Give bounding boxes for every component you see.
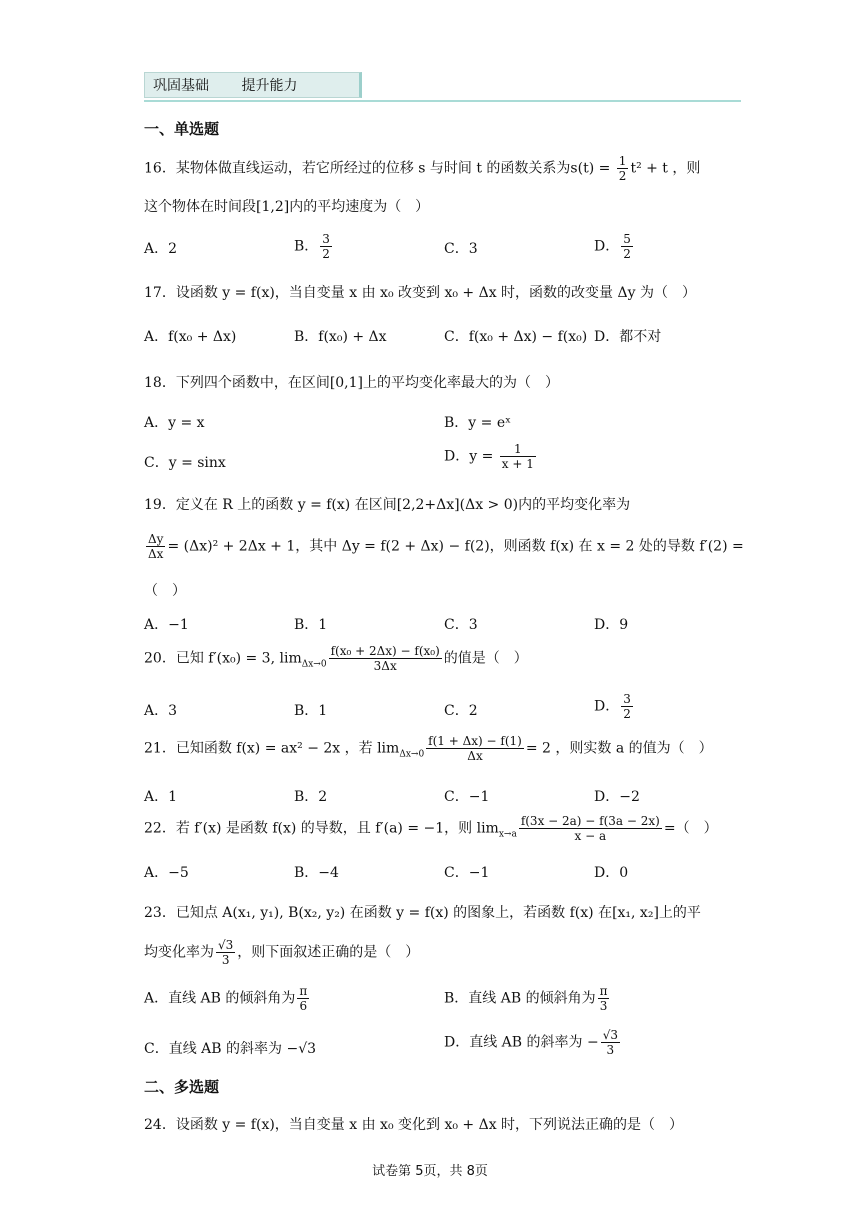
q21-option-c: C．−1 — [444, 789, 490, 805]
q18-option-d: D．y = $\frac{1}{x + 1}$ — [444, 442, 534, 471]
q17-option-c: C．f(x₀ + Δx) − f(x₀) — [444, 329, 588, 345]
section-single-heading: 一、单选题 — [144, 120, 220, 138]
q19-option-d: D．9 — [594, 617, 629, 633]
banner-left: 巩固基础 — [153, 78, 209, 94]
q18-stem: 18．下列四个函数中，在区间[0,1]上的平均变化率最大的为（ ） — [144, 375, 560, 391]
q21-option-d: D．−2 — [594, 789, 640, 805]
q17-option-a: A．f(x₀ + Δx) — [144, 329, 237, 345]
q22-option-a: A．−5 — [144, 865, 189, 881]
q23-option-b: B．直线 AB 的倾斜角为 $\frac{\pi}{3}$ — [444, 984, 608, 1013]
section-multi-heading: 二、多选题 — [144, 1078, 220, 1096]
q17-option-b: B．f(x₀) + Δx — [294, 329, 387, 345]
q16-option-b: B． $\frac{3}{2}$ — [294, 232, 330, 261]
q16-option-a: A．2 — [144, 241, 178, 257]
q16-fraction: $\frac{1}{2}$ — [618, 154, 627, 183]
q16-line2: 这个物体在时间段[1,2]内的平均速度为（ ） — [144, 199, 430, 215]
q19-option-c: C．3 — [444, 617, 478, 633]
q19-option-b: B．1 — [294, 617, 328, 633]
q20-option-a: A．3 — [144, 703, 178, 719]
q16-option-c: C．3 — [444, 241, 478, 257]
q23-option-a: A．直线 AB 的倾斜角为 $\frac{\pi}{6}$ — [144, 984, 308, 1013]
q21-stem: 21．已知函数 f(x) = ax² − 2x ，若 $\lim_{\Delta x\to 0}$ $\frac{f(1 + \Delta x) - f(1)}{\Delta x}$ = 2 ，则实数 a 的值为（ ） — [144, 734, 713, 763]
q20-option-b: B．1 — [294, 703, 328, 719]
q20-option-c: C．2 — [444, 703, 478, 719]
q19-line2: $\frac{\Delta y}{\Delta x}$ = (Δx)² + 2Δx + 1，其中 Δy = f(2 + Δx) − f(2)，则函数 f(x) 在 x = 2 处的导数 f′(2) = — [148, 532, 744, 561]
q18-option-c: C．y = sinx — [144, 455, 226, 471]
q17-stem: 17．设函数 y = f(x)，当自变量 x 由 x₀ 改变到 x₀ + Δx 时，函数的改变量 Δy 为（ ） — [144, 285, 696, 301]
q22-option-c: C．−1 — [444, 865, 490, 881]
q17-option-d: D．都不对 — [594, 329, 662, 345]
q23-option-c: C．直线 AB 的斜率为 −√3 — [144, 1041, 317, 1057]
q22-option-b: B．−4 — [294, 865, 339, 881]
q21-option-a: A．1 — [144, 789, 178, 805]
q18-option-a: A．y = x — [144, 415, 205, 431]
q19-line1: 19．定义在 R 上的函数 y = f(x) 在区间[2,2+Δx](Δx > 0)内的平均变化率为 — [144, 497, 631, 513]
q19-option-a: A．−1 — [144, 617, 189, 633]
page-footer: 试卷第 5页，共 8页 — [372, 1164, 488, 1179]
q20-option-d: D． $\frac{3}{2}$ — [594, 692, 631, 721]
q19-fraction: $\frac{\Delta y}{\Delta x}$ — [148, 532, 164, 561]
q21-option-b: B．2 — [294, 789, 328, 805]
q19-line3: （ ） — [144, 583, 186, 599]
q23-line2: 均变化率为 $\frac{√3}{3}$ ，则下面叙述正确的是（ ） — [144, 938, 420, 967]
q16-option-d: D． $\frac{5}{2}$ — [594, 232, 631, 261]
q24-stem: 24．设函数 y = f(x)，当自变量 x 由 x₀ 变化到 x₀ + Δx 时，下列说法正确的是（ ） — [144, 1117, 684, 1133]
q18-option-b: B．y = eˣ — [444, 415, 512, 431]
section-banner — [144, 72, 362, 98]
q20-stem: 20．已知 f′(x₀) = 3, $\lim_{\Delta x\to 0}$ $\frac{\text{f(x₀ + 2Δx) − f(x₀)}}{3\Delta x}$ 的值是（ ） — [144, 644, 528, 673]
q22-option-d: D．0 — [594, 865, 629, 881]
q23-option-d: D．直线 AB 的斜率为 − $\frac{√3}{3}$ — [444, 1028, 618, 1057]
banner-right: 提升能力 — [241, 78, 298, 94]
q16-line1: 16．某物体做直线运动，若它所经过的位移 s 与时间 t 的函数关系为s(t) = $\frac{1}{2}$ t² + t ，则 — [144, 154, 701, 183]
q22-stem: 22．若 f′(x) 是函数 f(x) 的导数，且 f′(a) = −1，则 $\lim_{x\to a}$ $\frac{f(3x - 2a) - f(3a - 2x)}{x - a}$ =（ ） — [144, 814, 718, 843]
q23-line1: 23．已知点 A(x₁, y₁), B(x₂, y₂) 在函数 y = f(x) 的图象上，若函数 f(x) 在[x₁, x₂]上的平 — [144, 905, 701, 921]
banner-rule — [144, 100, 741, 102]
